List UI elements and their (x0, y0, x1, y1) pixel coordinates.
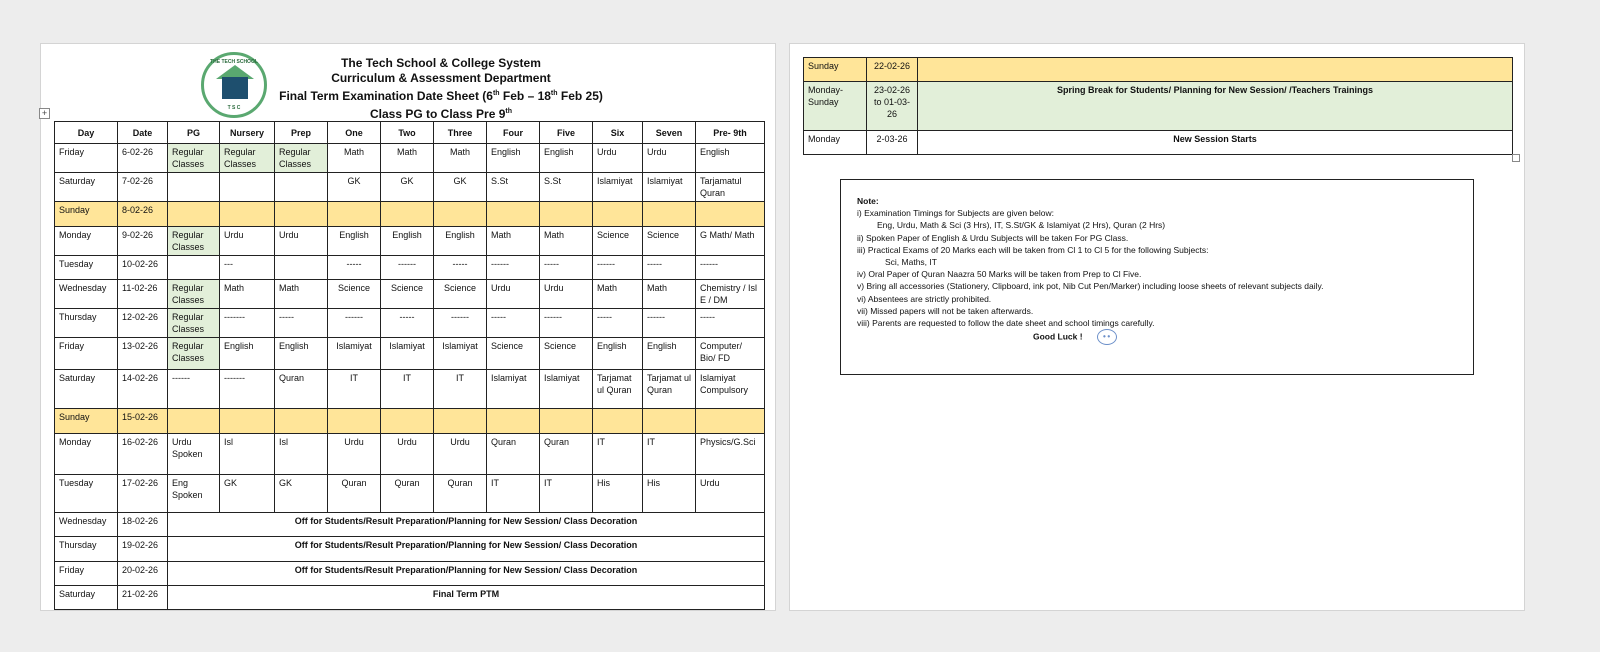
day-cell: Monday- Sunday (804, 82, 867, 131)
table-row (55, 409, 765, 434)
table-row (55, 280, 765, 309)
subject-cell: GK (275, 475, 328, 513)
table-row (55, 537, 765, 562)
subject-cell: ------ (168, 370, 220, 409)
subject-cell: Math (593, 280, 643, 309)
table-move-handle-icon[interactable]: + (39, 108, 50, 119)
subject-cell: Urdu (593, 144, 643, 173)
subject-cell (275, 409, 328, 434)
subject-cell: Regular Classes (168, 144, 220, 173)
subject-cell: ------ (593, 256, 643, 280)
subject-cell: English (696, 144, 765, 173)
page-2 (789, 43, 1525, 611)
column-header: Day (55, 122, 118, 144)
subject-cell: Math (487, 227, 540, 256)
subject-cell: His (643, 475, 696, 513)
subject-cell: --- (220, 256, 275, 280)
schedule-continuation-table (803, 57, 1513, 155)
subject-cell: GK (220, 475, 275, 513)
subject-cell: ----- (643, 256, 696, 280)
date-cell: 2-03-26 (867, 131, 918, 155)
column-header: Two (381, 122, 434, 144)
day-cell: Wednesday (55, 513, 118, 537)
subject-cell: Off for Students/Result Preparation/Planning for New Session/ Class Decoration (168, 513, 765, 537)
date-sheet-table (54, 121, 765, 610)
subject-cell: ----- (381, 309, 434, 338)
table-row (804, 82, 1513, 131)
subject-cell: Urdu (434, 434, 487, 475)
subject-cell: Urdu (487, 280, 540, 309)
subject-cell: ----- (328, 256, 381, 280)
column-header: One (328, 122, 381, 144)
subject-cell: Islamiyat (593, 173, 643, 202)
note-item: Sci, Maths, IT (885, 257, 937, 268)
day-cell: Friday (55, 144, 118, 173)
table-row (55, 144, 765, 173)
subject-cell (275, 256, 328, 280)
event-cell (918, 58, 1513, 82)
subject-cell: Urdu Spoken (168, 434, 220, 475)
date-cell: 6-02-26 (118, 144, 168, 173)
subject-cell: GK (381, 173, 434, 202)
subject-cell: Quran (540, 434, 593, 475)
subject-cell (540, 202, 593, 227)
table-row (55, 370, 765, 409)
subject-cell: English (220, 338, 275, 370)
subject-cell: Off for Students/Result Preparation/Planning for New Session/ Class Decoration (168, 562, 765, 586)
subject-cell: Islamiyat (328, 338, 381, 370)
subject-cell: Math (540, 227, 593, 256)
subject-cell (696, 409, 765, 434)
subject-cell: Tarjamat ul Quran (593, 370, 643, 409)
subject-cell: Islamiyat Compulsory (696, 370, 765, 409)
column-header: Four (487, 122, 540, 144)
note-item: ii) Spoken Paper of English & Urdu Subjects will be taken For PG Class. (857, 232, 1129, 243)
note-item: Eng, Urdu, Math & Sci (3 Hrs), IT, S.St/GK & Islamiyat (2 Hrs), Quran (2 Hrs) (877, 220, 1166, 231)
table-row (804, 131, 1513, 155)
date-cell: 14-02-26 (118, 370, 168, 409)
note-title: Note: (857, 196, 879, 206)
column-header: Six (593, 122, 643, 144)
day-cell: Friday (55, 338, 118, 370)
subject-cell: His (593, 475, 643, 513)
date-cell: 17-02-26 (118, 475, 168, 513)
date-cell: 10-02-26 (118, 256, 168, 280)
day-cell: Monday (55, 227, 118, 256)
subject-cell: IT (328, 370, 381, 409)
day-cell: Monday (55, 434, 118, 475)
subject-cell: Islamiyat (381, 338, 434, 370)
subject-cell: Physics/G.Sci (696, 434, 765, 475)
subject-cell: Science (434, 280, 487, 309)
subject-cell: ------ (487, 256, 540, 280)
subject-cell: ----- (696, 309, 765, 338)
subject-cell: Urdu (643, 144, 696, 173)
subject-cell (593, 202, 643, 227)
table-row (55, 475, 765, 513)
subject-cell: ------ (434, 309, 487, 338)
subject-cell: Science (643, 227, 696, 256)
day-cell: Saturday (55, 586, 118, 610)
subject-cell: English (487, 144, 540, 173)
day-cell: Sunday (55, 202, 118, 227)
subject-cell: Chemistry / Isl E / DM (696, 280, 765, 309)
subject-cell: ------- (220, 370, 275, 409)
subject-cell (643, 202, 696, 227)
table-row (55, 256, 765, 280)
subject-cell: IT (540, 475, 593, 513)
subject-cell: Science (540, 338, 593, 370)
subject-cell (434, 409, 487, 434)
table-row (55, 586, 765, 610)
subject-cell: ------- (220, 309, 275, 338)
table-row (55, 338, 765, 370)
subject-cell (168, 173, 220, 202)
subject-cell (168, 202, 220, 227)
subject-cell: IT (434, 370, 487, 409)
event-cell: New Session Starts (918, 131, 1513, 155)
subject-cell: Final Term PTM (168, 586, 765, 610)
subject-cell: IT (381, 370, 434, 409)
day-cell: Thursday (55, 537, 118, 562)
table-row (55, 173, 765, 202)
subject-cell: English (275, 338, 328, 370)
subject-cell: ------ (643, 309, 696, 338)
subject-cell: IT (593, 434, 643, 475)
date-cell: 21-02-26 (118, 586, 168, 610)
day-cell: Friday (55, 562, 118, 586)
date-cell: 20-02-26 (118, 562, 168, 586)
subject-cell: Regular Classes (168, 280, 220, 309)
logo-text: THE TECH SCHOOL (210, 59, 258, 65)
subject-cell (328, 409, 381, 434)
subject-cell: IT (487, 475, 540, 513)
subject-cell: Math (275, 280, 328, 309)
school-name: The Tech School & College System (341, 56, 541, 70)
day-cell: Saturday (55, 173, 118, 202)
note-item: iv) Oral Paper of Quran Naazra 50 Marks will be taken from Prep to Cl Five. (857, 269, 1142, 280)
subject-cell (487, 409, 540, 434)
subject-cell: S.St (487, 173, 540, 202)
subject-cell: ------ (696, 256, 765, 280)
subject-cell: Urdu (540, 280, 593, 309)
day-cell: Saturday (55, 370, 118, 409)
subject-cell: Urdu (328, 434, 381, 475)
subject-cell: Computer/ Bio/ FD (696, 338, 765, 370)
table-row (55, 513, 765, 537)
table-row (55, 202, 765, 227)
subject-cell: Math (434, 144, 487, 173)
date-cell: 12-02-26 (118, 309, 168, 338)
day-cell: Tuesday (55, 256, 118, 280)
table-row (55, 227, 765, 256)
department-name: Curriculum & Assessment Department (331, 71, 551, 85)
subject-cell: Urdu (275, 227, 328, 256)
day-cell: Thursday (55, 309, 118, 338)
column-header: Three (434, 122, 487, 144)
subject-cell: S.St (540, 173, 593, 202)
note-item: viii) Parents are requested to follow the date sheet and school timings carefully. (857, 318, 1155, 329)
date-cell: 8-02-26 (118, 202, 168, 227)
subject-cell: Quran (381, 475, 434, 513)
subject-cell: Regular Classes (168, 338, 220, 370)
note-item: iii) Practical Exams of 20 Marks each will be taken from Cl 1 to Cl 5 for the following Subjects: (857, 244, 1209, 255)
subject-cell: Tarjamat ul Quran (643, 370, 696, 409)
note-item: vi) Absentees are strictly prohibited. (857, 293, 992, 304)
day-cell: Sunday (55, 409, 118, 434)
page-1 (40, 43, 776, 611)
subject-cell: Eng Spoken (168, 475, 220, 513)
subject-cell: Regular Classes (220, 144, 275, 173)
subject-cell (381, 409, 434, 434)
subject-cell (328, 202, 381, 227)
subject-cell: ----- (593, 309, 643, 338)
notes-box (840, 179, 1474, 375)
subject-cell: Urdu (220, 227, 275, 256)
subject-cell: Islamiyat (434, 338, 487, 370)
date-cell: 15-02-26 (118, 409, 168, 434)
note-item: vii) Missed papers will not be taken afterwards. (857, 305, 1034, 316)
subject-cell: ----- (540, 256, 593, 280)
subject-cell: ----- (275, 309, 328, 338)
subject-cell: ----- (434, 256, 487, 280)
column-header: Pre- 9th (696, 122, 765, 144)
subject-cell: Regular Classes (168, 227, 220, 256)
date-cell: 22-02-26 (867, 58, 918, 82)
subject-cell: GK (434, 173, 487, 202)
table-row (55, 309, 765, 338)
table-row (804, 58, 1513, 82)
sheet-title: Final Term Examination Date Sheet (6th Feb – 18th Feb 25) (279, 89, 603, 103)
subject-cell: Science (593, 227, 643, 256)
subject-cell (540, 409, 593, 434)
subject-cell (696, 202, 765, 227)
table-row (55, 434, 765, 475)
date-cell: 11-02-26 (118, 280, 168, 309)
subject-cell: Regular Classes (168, 309, 220, 338)
day-cell: Wednesday (55, 280, 118, 309)
subject-cell: English (328, 227, 381, 256)
subject-cell: English (540, 144, 593, 173)
subject-cell: Islamiyat (540, 370, 593, 409)
subject-cell: Science (328, 280, 381, 309)
subject-cell: Isl (275, 434, 328, 475)
subject-cell: ------ (540, 309, 593, 338)
date-cell: 19-02-26 (118, 537, 168, 562)
subject-cell: Isl (220, 434, 275, 475)
subject-cell: IT (643, 434, 696, 475)
day-cell: Sunday (804, 58, 867, 82)
subject-cell: ------ (328, 309, 381, 338)
subject-cell: Tarjamatul Quran (696, 173, 765, 202)
event-cell: Spring Break for Students/ Planning for New Session/ /Teachers Trainings (918, 82, 1513, 131)
school-logo (201, 52, 267, 118)
subject-cell: Quran (275, 370, 328, 409)
subject-cell (487, 202, 540, 227)
date-cell: 7-02-26 (118, 173, 168, 202)
subject-cell (643, 409, 696, 434)
subject-cell: Math (643, 280, 696, 309)
subject-cell: Science (487, 338, 540, 370)
subject-cell: Islamiyat (643, 173, 696, 202)
logo-sub: T S C (227, 105, 241, 111)
subject-cell: Math (381, 144, 434, 173)
subject-cell (275, 173, 328, 202)
subject-cell: G Math/ Math (696, 227, 765, 256)
subject-cell: Math (220, 280, 275, 309)
table-resize-handle[interactable] (1512, 154, 1520, 162)
note-item: v) Bring all accessories (Stationery, Clipboard, ink pot, Nib Cut Pen/Marker) including loose sheets of relevant subjects daily. (857, 281, 1324, 292)
date-cell: 9-02-26 (118, 227, 168, 256)
column-header: Prep (275, 122, 328, 144)
subject-cell: Quran (328, 475, 381, 513)
subject-cell (593, 409, 643, 434)
subject-cell (168, 409, 220, 434)
document-header (271, 56, 611, 122)
column-header: Seven (643, 122, 696, 144)
column-header: PG (168, 122, 220, 144)
subject-cell: Quran (487, 434, 540, 475)
subject-cell: Islamiyat (487, 370, 540, 409)
subject-cell: ------ (381, 256, 434, 280)
subject-cell: English (434, 227, 487, 256)
subject-cell: English (643, 338, 696, 370)
date-cell: 16-02-26 (118, 434, 168, 475)
subject-cell: Quran (434, 475, 487, 513)
table-row (55, 562, 765, 586)
subject-cell: Urdu (696, 475, 765, 513)
subject-cell: Urdu (381, 434, 434, 475)
date-cell: 13-02-26 (118, 338, 168, 370)
note-item: i) Examination Timings for Subjects are given below: (857, 208, 1055, 219)
subject-cell: English (381, 227, 434, 256)
subject-cell (168, 256, 220, 280)
date-cell: 23-02-26 to 01-03-26 (867, 82, 918, 131)
subject-cell: GK (328, 173, 381, 202)
column-header: Nursery (220, 122, 275, 144)
subject-cell: Science (381, 280, 434, 309)
subject-cell (381, 202, 434, 227)
subject-cell: Regular Classes (275, 144, 328, 173)
subject-cell (275, 202, 328, 227)
subject-cell (220, 409, 275, 434)
good-luck: Good Luck ! • • (857, 329, 1473, 345)
subject-cell (220, 173, 275, 202)
column-header: Date (118, 122, 168, 144)
day-cell: Tuesday (55, 475, 118, 513)
subject-cell: Math (328, 144, 381, 173)
date-cell: 18-02-26 (118, 513, 168, 537)
day-cell: Monday (804, 131, 867, 155)
subject-cell: ----- (487, 309, 540, 338)
subject-cell (220, 202, 275, 227)
subject-cell: English (593, 338, 643, 370)
subject-cell: Off for Students/Result Preparation/Planning for New Session/ Class Decoration (168, 537, 765, 562)
smiley-icon: • • (1097, 329, 1117, 345)
class-range: Class PG to Class Pre 9th (369, 107, 512, 121)
subject-cell (434, 202, 487, 227)
column-header: Five (540, 122, 593, 144)
